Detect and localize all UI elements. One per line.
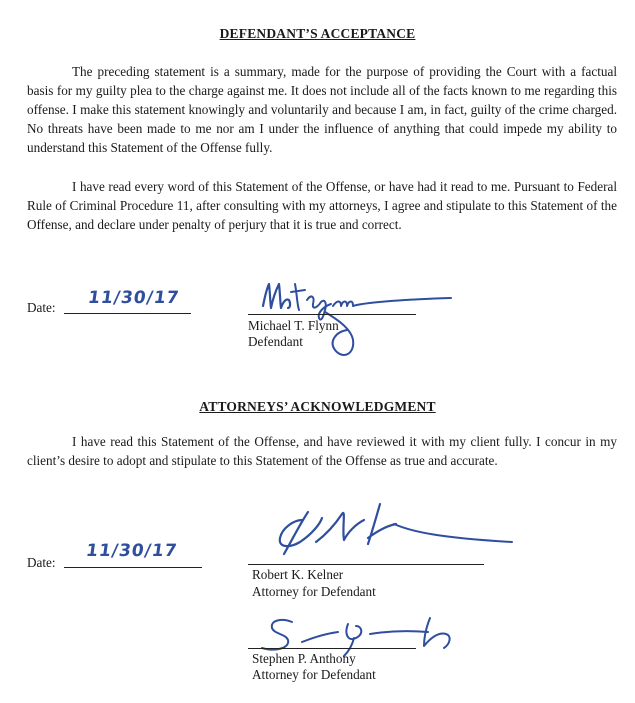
attorney-date-label: Date: [27,555,56,570]
acceptance-paragraph-2-text: I have read every word of this Statement of the Offense, or have had it read to me. Pursuant to Federal Rule of Criminal Procedure 11, after consulting with my attorneys, I agree and stipulate to this Statement of the Offense, and declare under penalty of perjury that it is true and correct. [27,179,617,232]
acceptance-paragraph-1-text: The preceding statement is a summary, made for the purpose of providing the Court with a factual basis for my guilty plea to the charge against me. It does not include all of the facts known to me regarding this offense. I make this statement knowingly and voluntarily and because I am, in fact, guilty of the crime charged. No threats have been made to me nor am I under the influence of anything that could impede my ability to understand this Statement of the Offense fully. [27,64,617,155]
defendant-date-label: Date: [27,300,56,315]
attorney-date-handwritten: 11/30/17 [84,541,179,561]
attorney-2-signature-line [248,648,416,649]
acceptance-paragraph-1 [27,62,617,157]
attorney-1-signature [272,498,522,568]
acknowledgment-paragraph [27,432,617,470]
acceptance-paragraph-2 [27,177,617,234]
defendant-date-handwritten: 11/30/17 [86,288,181,308]
attorney-2-role: Attorney for Defendant [252,667,376,682]
defendant-name: Michael T. Flynn [248,318,339,333]
attorney-1-role: Attorney for Defendant [252,584,376,599]
attorney-1-name: Robert K. Kelner [252,567,344,582]
attorney-2-name: Stephen P. Anthony [252,651,356,666]
defendant-role: Defendant [248,334,303,349]
acknowledgment-paragraph-text: I have read this Statement of the Offense, and have reviewed it with my client fully. I concur in my client’s desire to adopt and stipulate to this Statement of the Offense as true and accurate. [27,434,617,468]
attorney-date-line [64,567,202,568]
attorney-1-signature-line [248,564,484,565]
defendant-signature-line [248,314,416,315]
defendant-date-line [64,313,191,314]
acknowledgment-heading: ATTORNEYS’ ACKNOWLEDGMENT [199,399,436,414]
acceptance-heading: DEFENDANT’S ACCEPTANCE [219,26,416,41]
